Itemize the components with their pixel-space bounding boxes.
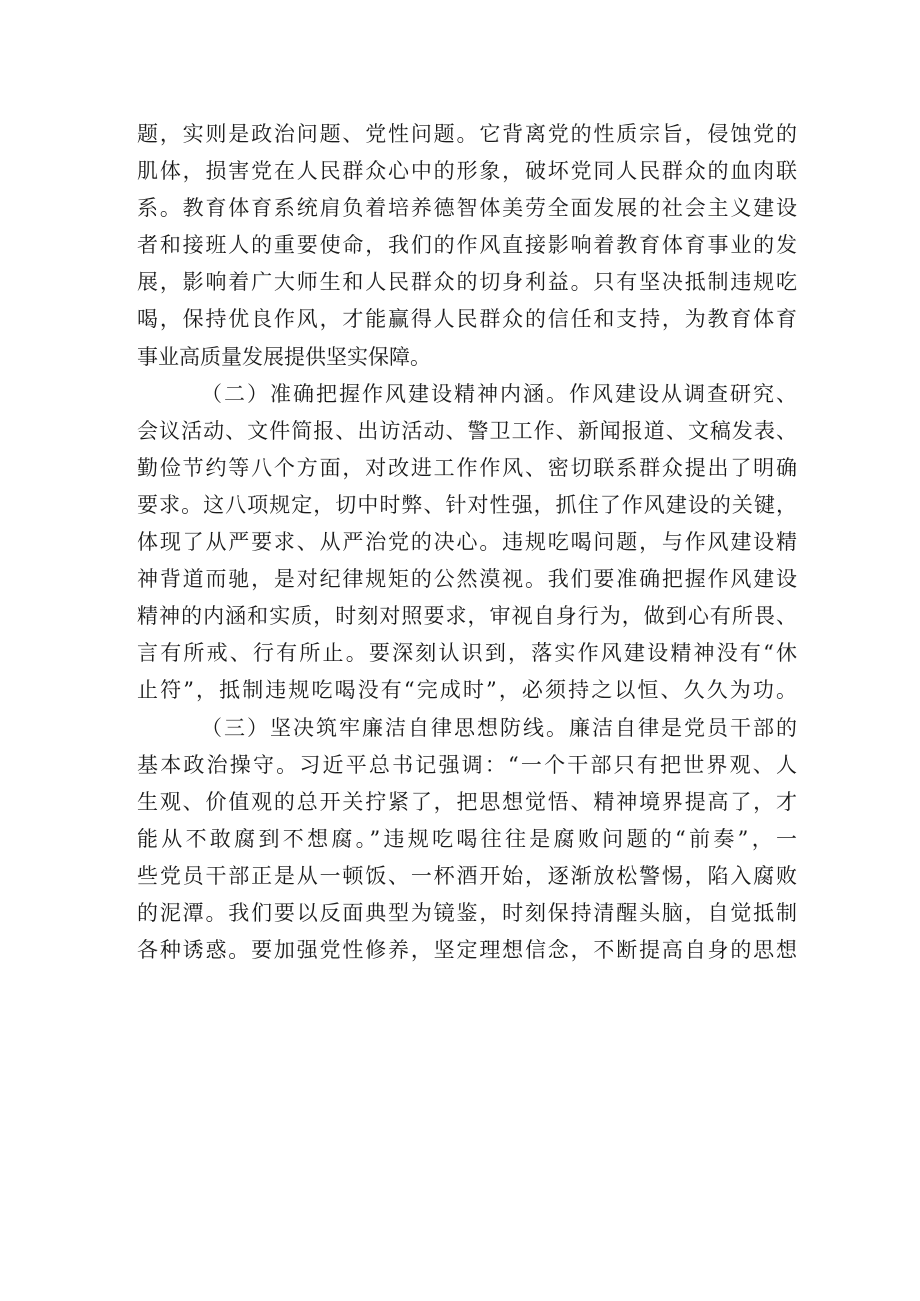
text-line: 题，实则是政治问题、党性问题。它背离党的性质宗旨，侵蚀党的: [137, 122, 797, 146]
paragraph-section-two: [137, 376, 797, 710]
text-line: 系。教育体育系统肩负着培养德智体美劳全面发展的社会主义建设: [137, 196, 797, 221]
section-heading-line: （二）准确把握作风建设精神内涵。作风建设从调查研究、: [201, 381, 797, 406]
text-line: 言有所戒、行有所止。要深刻认识到，落实作风建设精神没有“休: [137, 641, 797, 666]
text-line: 各种诱惑。要加强党性修养，坚定理想信念，不断提高自身的思想: [137, 938, 797, 963]
text-line: 者和接班人的重要使命，我们的作风直接影响着教育体育事业的发: [137, 233, 797, 258]
text-line: 能从不敢腐到不想腐。”违规吃喝往往是腐败问题的“前奏”，一: [137, 826, 797, 851]
text-line: 勤俭节约等八个方面，对改进工作作风、密切联系群众提出了明确: [137, 455, 797, 480]
text-line: 基本政治操守。习近平总书记强调：“一个干部只有把世界观、人: [137, 752, 797, 777]
text-line: 的泥潭。我们要以反面典型为镜鉴，时刻保持清醒头脑，自觉抵制: [137, 900, 797, 925]
text-line: 事业高质量发展提供坚实保障。: [137, 344, 431, 369]
text-line: 要求。这八项规定，切中时弊、针对性强，抓住了作风建设的关键，: [137, 492, 797, 517]
text-line: 肌体，损害党在人民群众心中的形象，破坏党同人民群众的血肉联: [137, 159, 797, 184]
text-line: 精神的内涵和实质，时刻对照要求，审视自身行为，做到心有所畏、: [137, 604, 797, 629]
text-line: 会议活动、文件简报、出访活动、警卫工作、新闻报道、文稿发表、: [137, 418, 797, 443]
text-line: 神背道而驰，是对纪律规矩的公然漠视。我们要准确把握作风建设: [137, 567, 797, 592]
paragraph-continuation: [137, 116, 797, 376]
text-line: 生观、价值观的总开关拧紧了，把思想觉悟、精神境界提高了，才: [137, 789, 797, 814]
text-line: 体现了从严要求、从严治党的决心。违规吃喝问题，与作风建设精: [137, 530, 797, 555]
paragraph-section-three: [137, 710, 797, 970]
text-line: 止符”，抵制违规吃喝没有“完成时”，必须持之以恒、久久为功。: [137, 678, 797, 703]
section-heading-line: （三）坚决筑牢廉洁自律思想防线。廉洁自律是党员干部的: [201, 715, 797, 740]
text-line: 些党员干部正是从一顿饭、一杯酒开始，逐渐放松警惕，陷入腐败: [137, 863, 797, 888]
text-line: 喝，保持优良作风，才能赢得人民群众的信任和支持，为教育体育: [137, 307, 797, 332]
text-line: 展，影响着广大师生和人民群众的切身利益。只有坚决抵制违规吃: [137, 270, 797, 295]
body-text: [137, 116, 797, 969]
